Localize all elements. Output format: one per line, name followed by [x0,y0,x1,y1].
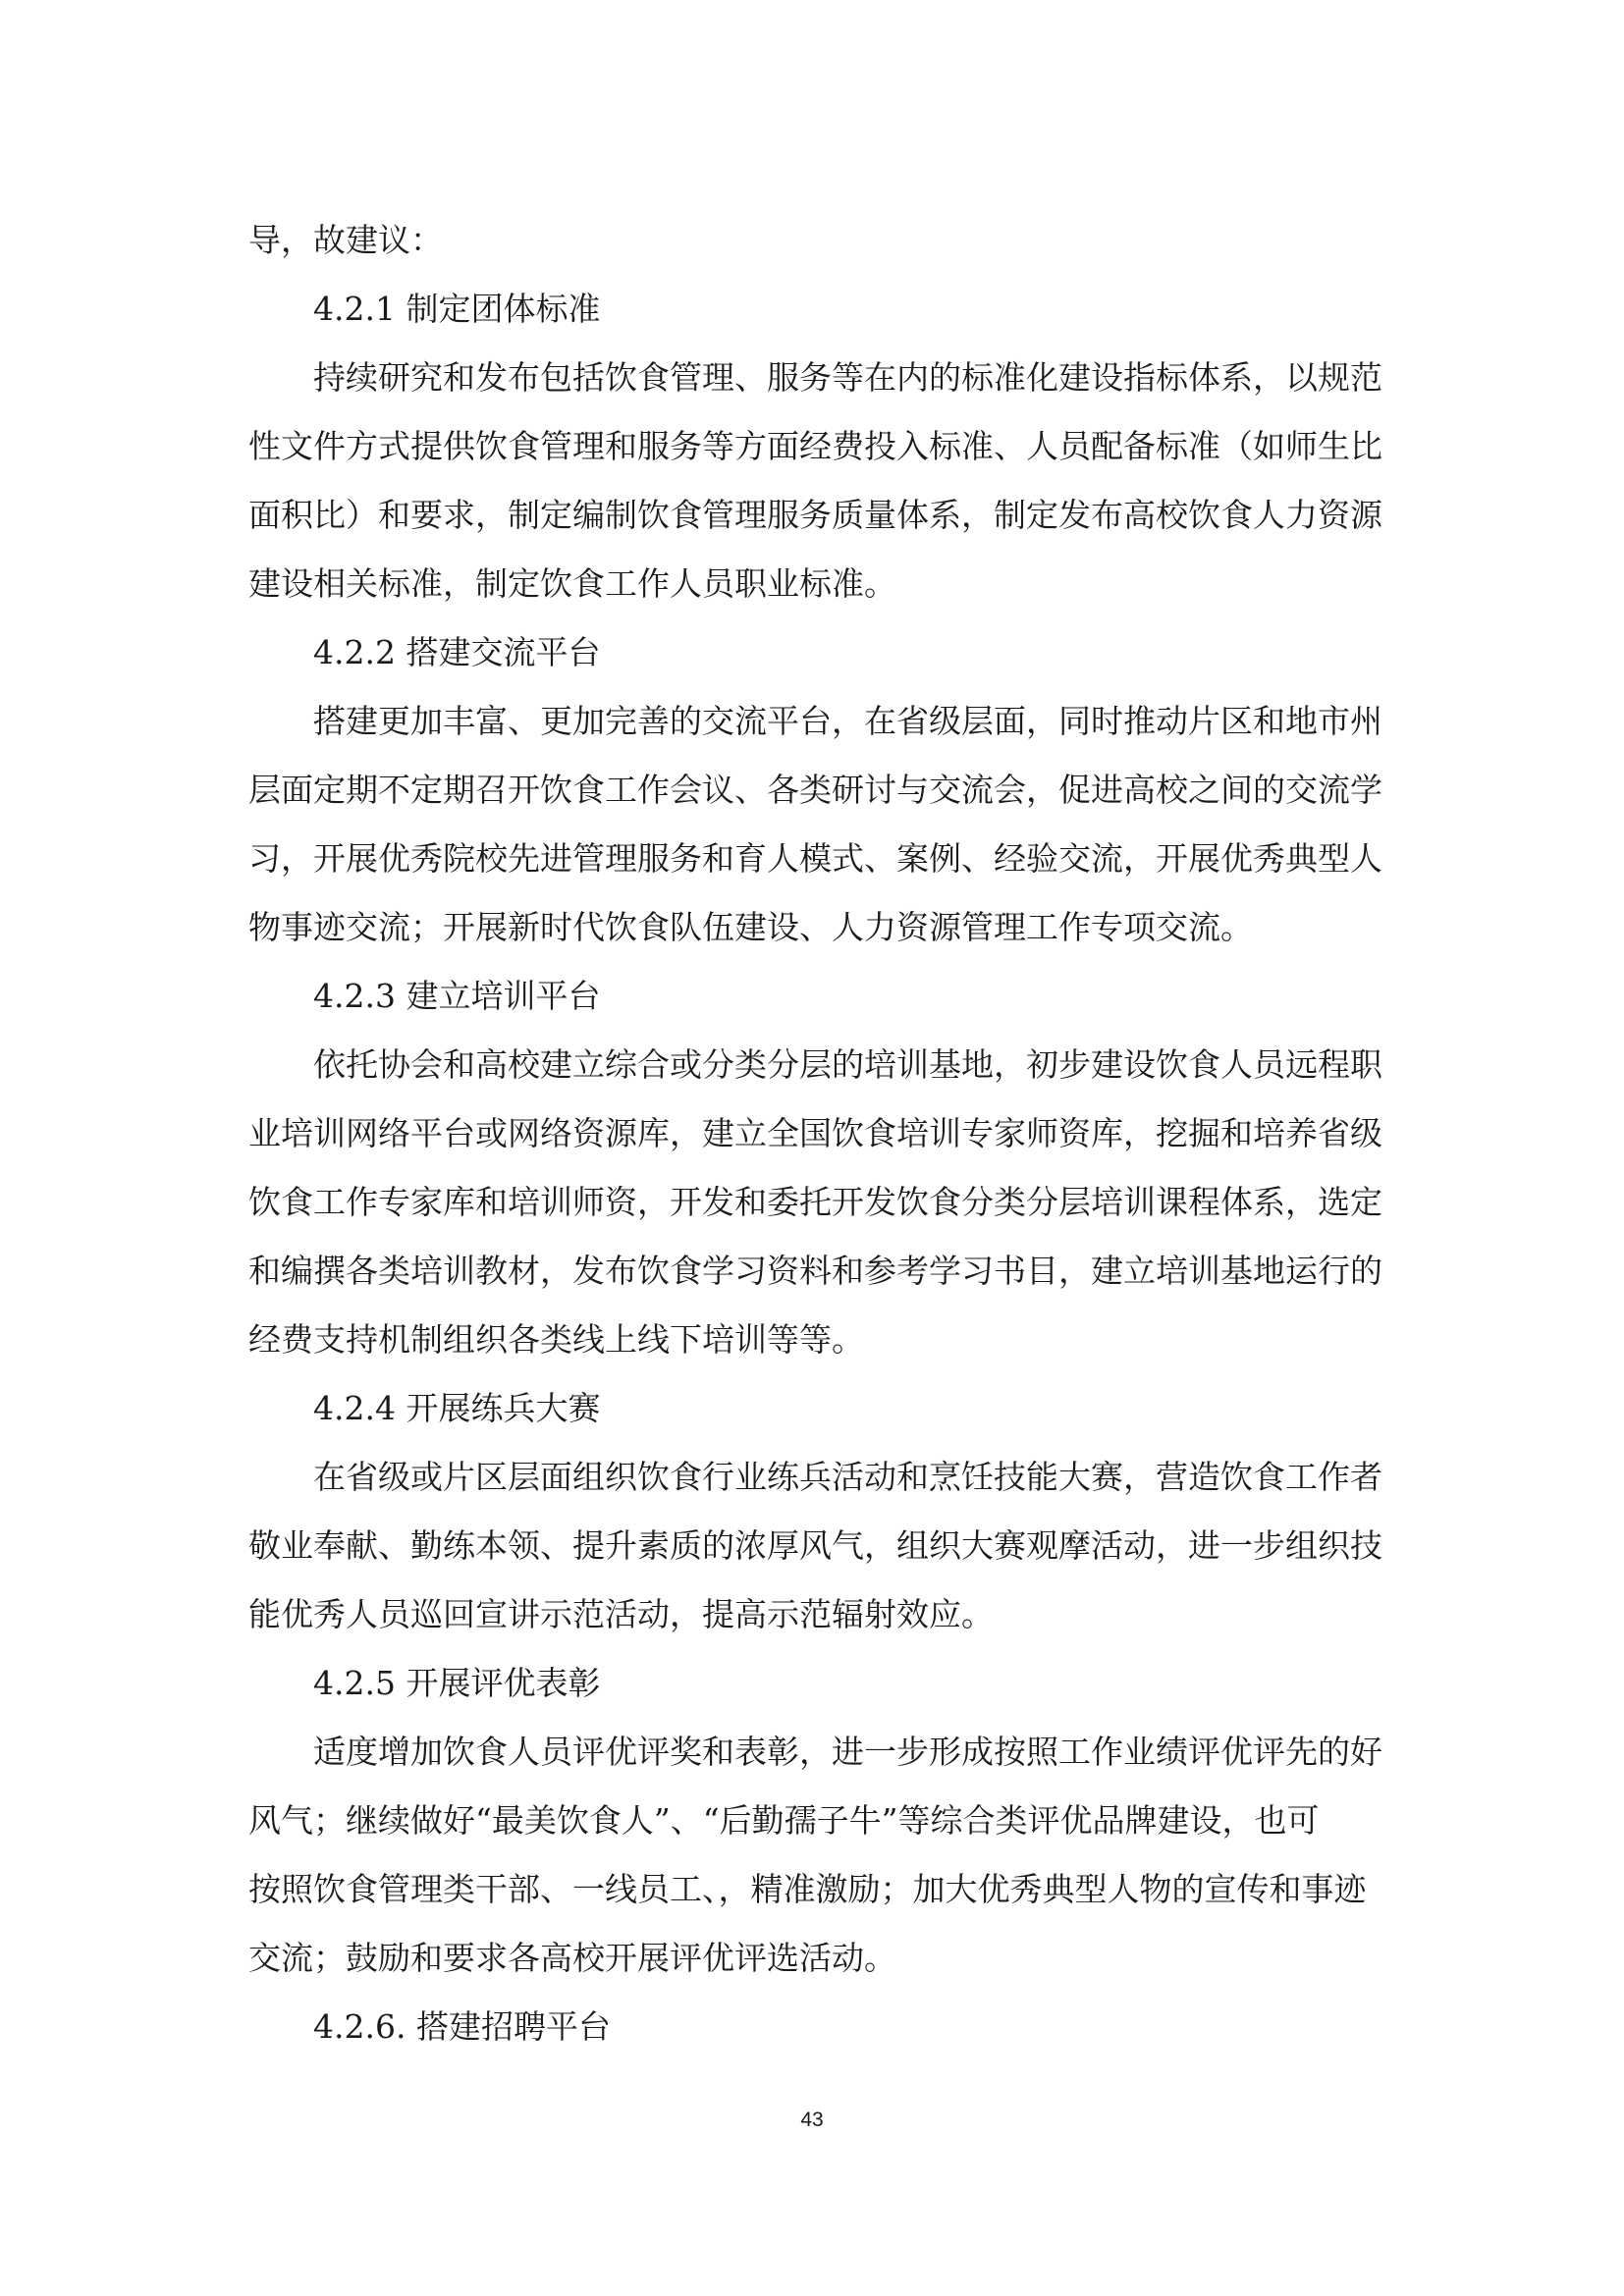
paragraph-line: 业培训网络平台或网络资源库，建立全国饮食培训专家师资库，挖掘和培养省级 [248,1114,1382,1152]
paragraph-line: 风气；继续做好“最美饮食人”、“后勤孺子牛”等综合类评优品牌建设，也可 [248,1801,1320,1840]
paragraph-line: 面积比）和要求，制定编制饮食管理服务质量体系，制定发布高校饮食人力资源 [248,496,1382,534]
paragraph-line: 和编撰各类培训教材，发布饮食学习资料和参考学习书目，建立培训基地运行的 [248,1252,1382,1290]
section-heading-4-2-4: 4.2.4 开展练兵大赛 [313,1389,601,1427]
page-number: 43 [800,2109,824,2131]
paragraph-line: 性文件方式提供饮食管理和服务等方面经费投入标准、人员配备标准（如师生比 [248,427,1382,465]
paragraph-line: 敬业奉献、勤练本领、提升素质的浓厚风气，组织大赛观摩活动，进一步组织技 [248,1526,1382,1565]
document-body [248,206,1387,2061]
paragraph-line: 在省级或片区层面组织饮食行业练兵活动和烹饪技能大赛，营造饮食工作者 [313,1458,1382,1496]
paragraph-line: 按照饮食管理类干部、一线员工、，精准激励；加大优秀典型人物的宣传和事迹 [248,1870,1367,1908]
paragraph-line: 持续研究和发布包括饮食管理、服务等在内的标准化建设指标体系，以规范 [313,358,1382,397]
paragraph-line: 饮食工作专家库和培训师资，开发和委托开发饮食分类分层培训课程体系，选定 [248,1183,1382,1221]
section-heading-4-2-1: 4.2.1 制定团体标准 [313,290,601,328]
paragraph-line: 建设相关标准，制定饮食工作人员职业标准。 [248,564,896,603]
paragraph-line: 适度增加饮食人员评优评奖和表彰，进一步形成按照工作业绩评优评先的好 [313,1733,1382,1771]
paragraph-line: 搭建更加丰富、更加完善的交流平台，在省级层面，同时推动片区和地市州 [313,702,1382,740]
paragraph-line: 交流；鼓励和要求各高校开展评优评选活动。 [248,1939,896,1977]
paragraph-line: 物事迹交流；开展新时代饮食队伍建设、人力资源管理工作专项交流。 [248,908,1253,946]
paragraph-line: 经费支持机制组织各类线上线下培训等等。 [248,1320,864,1359]
section-heading-4-2-6: 4.2.6. 搭建招聘平台 [313,2007,611,2046]
paragraph-continuation: 导，故建议： [248,221,443,259]
paragraph-line: 习，开展优秀院校先进管理服务和育人模式、案例、经验交流，开展优秀典型人 [248,839,1382,878]
section-heading-4-2-2: 4.2.2 搭建交流平台 [313,633,601,671]
section-heading-4-2-3: 4.2.3 建立培训平台 [313,977,601,1015]
section-heading-4-2-5: 4.2.5 开展评优表彰 [313,1664,601,1702]
paragraph-line: 依托协会和高校建立综合或分类分层的培训基地，初步建设饮食人员远程职 [313,1045,1382,1084]
paragraph-line: 能优秀人员巡回宣讲示范活动，提高示范辐射效应。 [248,1595,994,1633]
paragraph-line: 层面定期不定期召开饮食工作会议、各类研讨与交流会，促进高校之间的交流学 [248,771,1382,809]
